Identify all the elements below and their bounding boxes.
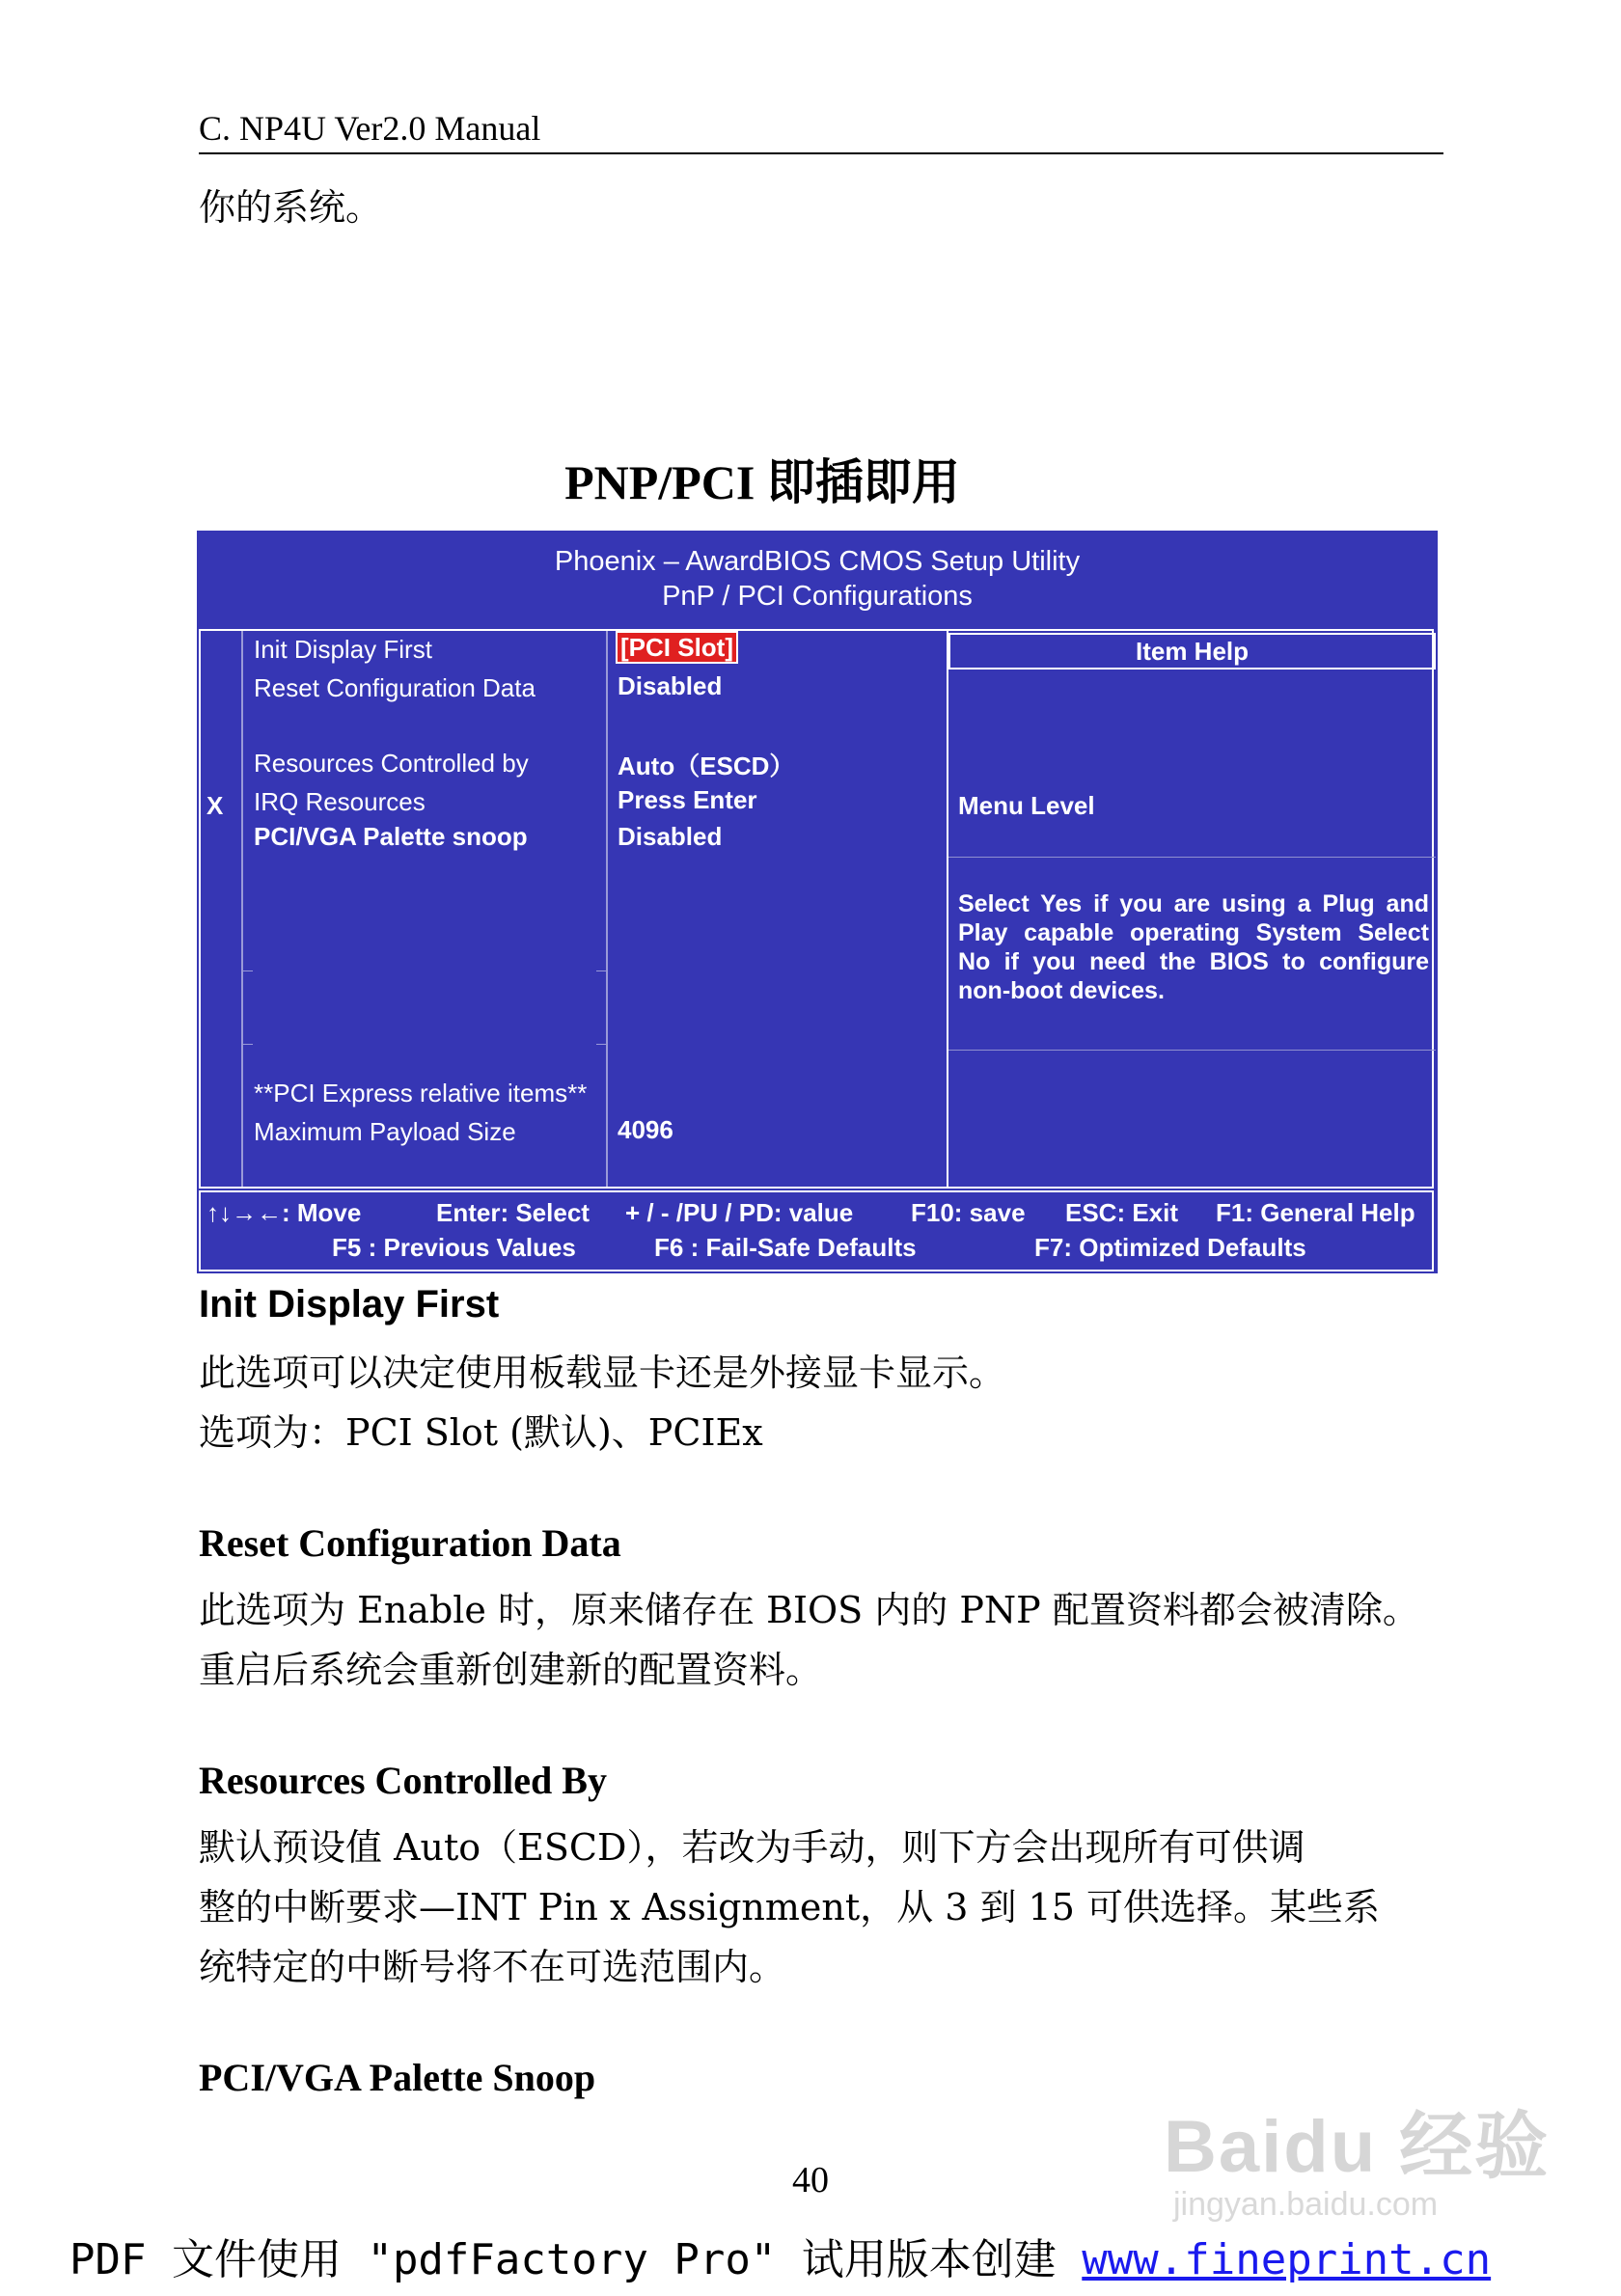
footer-link[interactable]: www.fineprint.cn <box>1082 2235 1492 2284</box>
item-help-panel <box>947 631 1436 1187</box>
watermark-logo: Baidu 经验 <box>1164 2106 1551 2188</box>
item-maximum-payload-size[interactable]: Maximum Payload Size <box>254 1117 516 1146</box>
value-irq-resources[interactable]: Press Enter <box>618 785 757 814</box>
watermark-url: jingyan.baidu.com <box>1173 2186 1439 2223</box>
key-f1-help: F1: General Help <box>1216 1198 1415 1227</box>
item-disabled-mark: X <box>206 791 224 820</box>
key-move: ↑↓→←: Move <box>206 1198 362 1227</box>
key-enter: Enter: Select <box>436 1198 590 1227</box>
value-pci-vga-palette-snoop[interactable]: Disabled <box>618 822 723 851</box>
item-irq-resources[interactable]: IRQ Resources <box>254 787 426 816</box>
tick-mark <box>596 1044 608 1045</box>
tick-mark <box>241 1044 253 1045</box>
pdf-footer <box>69 2225 1491 2286</box>
key-value: + / - /PU / PD: value <box>625 1198 854 1227</box>
help-separator <box>948 1050 1436 1051</box>
help-separator <box>948 857 1436 858</box>
paragraph-line: 统特定的中断号将不在可选范围内。 <box>199 1946 786 1988</box>
value-maximum-payload-size[interactable]: 4096 <box>618 1115 673 1144</box>
paragraph-line: 选项为：PCI Slot (默认)、PCIEx <box>199 1411 763 1454</box>
help-menu-level: Menu Level <box>958 791 1095 820</box>
item-help-title: Item Help <box>948 633 1436 670</box>
paragraph-line: 此选项可以决定使用板载显卡还是外接显卡显示。 <box>199 1352 1006 1394</box>
item-pci-vga-palette-snoop[interactable]: PCI/VGA Palette snoop <box>254 822 528 851</box>
item-resources-controlled-by[interactable]: Resources Controlled by <box>254 749 529 778</box>
heading-pci-vga-palette-snoop: PCI/VGA Palette Snoop <box>199 2056 596 2099</box>
bios-settings-panel <box>199 629 1434 1189</box>
value-init-display-first[interactable] <box>618 633 736 663</box>
paragraph-line: 整的中断要求—INT Pin x Assignment，从 3 到 15 可供选择。某些系 <box>199 1886 1380 1928</box>
section-title: PNP/PCI 即插即用 <box>564 455 960 509</box>
bios-divider <box>606 631 608 1187</box>
key-f6-failsafe: F6 : Fail-Safe Defaults <box>654 1233 917 1262</box>
key-f10-save: F10: save <box>911 1198 1026 1227</box>
heading-resources-controlled-by: Resources Controlled By <box>199 1759 607 1802</box>
footer-text: PDF 文件使用 "pdfFactory Pro" 试用版本创建 <box>69 2235 1083 2284</box>
tick-mark <box>241 970 253 971</box>
bios-setup-screen <box>197 531 1438 1273</box>
paragraph-line: 此选项为 Enable 时，原来储存在 BIOS 内的 PNP 配置资料都会被清除。 <box>199 1589 1419 1631</box>
intro-text: 你的系统。 <box>199 186 383 229</box>
selected-value[interactable]: [PCI Slot] <box>618 633 736 662</box>
page-number: 40 <box>792 2160 829 2200</box>
key-f7-optimized: F7: Optimized Defaults <box>1034 1233 1306 1262</box>
help-description: Select Yes if you are using a Plug and Play capable operating System Select No if you need the BIOS to configure non-boot devices. <box>958 890 1429 1004</box>
item-init-display-first[interactable]: Init Display First <box>254 635 432 664</box>
paragraph-line: 默认预设值 Auto（ESCD），若改为手动，则下方会出现所有可供调 <box>199 1826 1305 1869</box>
bios-divider <box>241 631 243 1187</box>
bios-title-line2: PnP / PCI Configurations <box>662 581 973 612</box>
tick-mark <box>596 970 608 971</box>
value-reset-configuration-data[interactable]: Disabled <box>618 671 723 700</box>
heading-init-display-first: Init Display First <box>199 1283 500 1326</box>
value-resources-controlled-by[interactable]: Auto（ESCD） <box>618 752 795 780</box>
header-rule <box>199 152 1443 154</box>
item-reset-configuration-data[interactable]: Reset Configuration Data <box>254 673 536 702</box>
key-esc-exit: ESC: Exit <box>1065 1198 1179 1227</box>
bios-title <box>197 531 1438 627</box>
heading-reset-configuration-data: Reset Configuration Data <box>199 1521 621 1565</box>
key-f5-previous: F5 : Previous Values <box>332 1233 576 1262</box>
bios-key-legend <box>199 1190 1434 1271</box>
pci-express-heading: **PCI Express relative items** <box>254 1079 588 1107</box>
bios-title-line1: Phoenix – AwardBIOS CMOS Setup Utility <box>554 546 1081 577</box>
paragraph-line: 重启后系统会重新创建新的配置资料。 <box>199 1649 823 1691</box>
manual-header: C. NP4U Ver2.0 Manual <box>199 109 541 148</box>
